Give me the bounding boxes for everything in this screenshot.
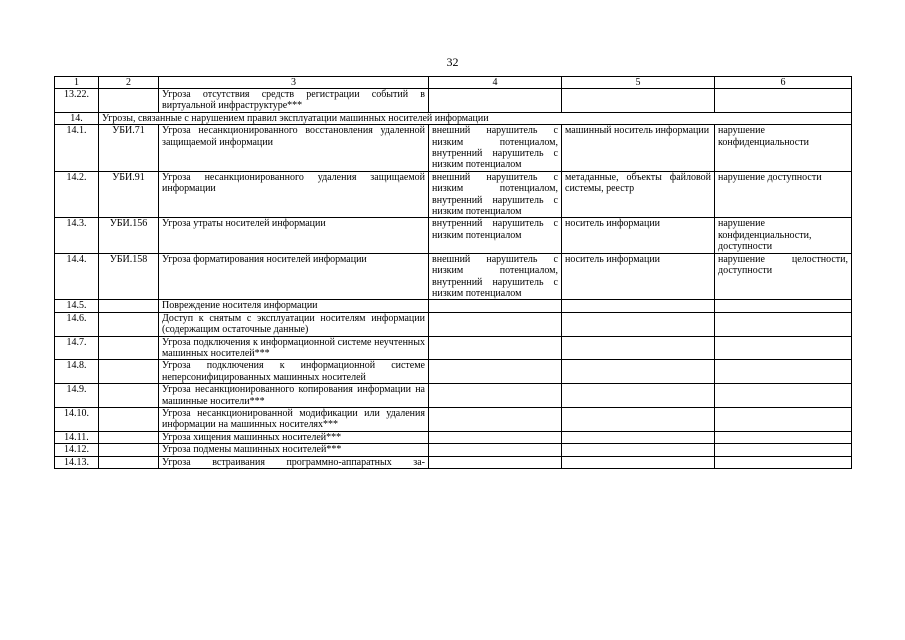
table-row	[55, 431, 852, 443]
threat-code	[99, 444, 159, 456]
table-row	[55, 218, 852, 253]
threat-object: носитель информации	[562, 253, 715, 300]
table-row	[55, 312, 852, 336]
threat-source	[429, 456, 562, 468]
threat-consequence	[715, 89, 852, 113]
table-row	[55, 360, 852, 384]
table-row	[55, 336, 852, 360]
threat-consequence	[715, 407, 852, 431]
threat-source	[429, 300, 562, 312]
threat-name: Угроза подключения к информационной системе неперсонифицированных машинных носителей	[159, 360, 429, 384]
row-number: 14.3.	[55, 218, 99, 253]
threat-source	[429, 431, 562, 443]
threat-object: метаданные, объекты файловой системы, реестр	[562, 171, 715, 218]
table-row	[55, 407, 852, 431]
table-row	[55, 300, 852, 312]
threat-code	[99, 336, 159, 360]
column-header: 3	[159, 77, 429, 89]
threat-source	[429, 444, 562, 456]
row-number: 14.10.	[55, 407, 99, 431]
threat-consequence	[715, 444, 852, 456]
threat-code: УБИ.156	[99, 218, 159, 253]
threat-code	[99, 312, 159, 336]
threat-name: Угроза отсутствия средств регистрации событий в виртуальной инфраструктуре***	[159, 89, 429, 113]
threat-code	[99, 431, 159, 443]
threat-consequence	[715, 300, 852, 312]
threat-object	[562, 300, 715, 312]
threat-code	[99, 456, 159, 468]
section-number: 14.	[55, 112, 99, 124]
threat-source	[429, 312, 562, 336]
row-number: 14.9.	[55, 384, 99, 408]
threat-object	[562, 456, 715, 468]
threat-source	[429, 360, 562, 384]
threat-source: внешний нарушитель с низким потенциалом, внутренний нарушитель с низким потенциалом	[429, 253, 562, 300]
threat-object	[562, 312, 715, 336]
threat-object	[562, 336, 715, 360]
threat-source: внешний нарушитель с низким потенциалом, внутренний нарушитель с низким потенциалом	[429, 125, 562, 172]
threat-consequence	[715, 312, 852, 336]
threat-consequence	[715, 336, 852, 360]
threat-consequence: нарушение конфиденциальности	[715, 125, 852, 172]
threat-code	[99, 89, 159, 113]
row-number: 14.4.	[55, 253, 99, 300]
row-number: 14.13.	[55, 456, 99, 468]
threat-object	[562, 431, 715, 443]
row-number: 14.12.	[55, 444, 99, 456]
column-header: 1	[55, 77, 99, 89]
table-row	[55, 171, 852, 218]
threat-consequence: нарушение конфиденциальности, доступности	[715, 218, 852, 253]
threat-object: машинный носитель информации	[562, 125, 715, 172]
threat-source: внутренний нарушитель с низким потенциалом	[429, 218, 562, 253]
threat-name: Угроза утраты носителей информации	[159, 218, 429, 253]
threat-code	[99, 407, 159, 431]
threat-consequence	[715, 360, 852, 384]
threat-object	[562, 360, 715, 384]
section-row	[55, 112, 852, 124]
threat-consequence	[715, 384, 852, 408]
threat-code: УБИ.158	[99, 253, 159, 300]
threat-code: УБИ.91	[99, 171, 159, 218]
threat-name-line: Угроза встраивания программно-аппаратных за-	[162, 456, 425, 468]
table-header-row	[55, 77, 852, 89]
threat-name	[159, 456, 429, 468]
threat-code	[99, 384, 159, 408]
threat-name: Угроза несанкционированного копирования информации на машинные носители***	[159, 384, 429, 408]
threat-code	[99, 300, 159, 312]
table-row	[55, 456, 852, 468]
row-number: 14.8.	[55, 360, 99, 384]
threat-source	[429, 407, 562, 431]
row-number: 14.5.	[55, 300, 99, 312]
column-header: 6	[715, 77, 852, 89]
section-title: Угрозы, связанные с нарушением правил эксплуатации машинных носителей информации	[99, 112, 852, 124]
table-row	[55, 444, 852, 456]
threat-source	[429, 89, 562, 113]
table-row	[55, 89, 852, 113]
threat-name: Угроза подключения к информационной системе неучтенных машинных носителей***	[159, 336, 429, 360]
threat-code: УБИ.71	[99, 125, 159, 172]
threats-table	[54, 76, 852, 469]
table-row	[55, 384, 852, 408]
threat-object	[562, 407, 715, 431]
threat-consequence	[715, 456, 852, 468]
threat-name: Угроза несанкционированной модификации или удаления информации на машинных носителях***	[159, 407, 429, 431]
threat-source	[429, 384, 562, 408]
threat-name: Доступ к снятым с эксплуатации носителям информации (содержащим остаточные данные)	[159, 312, 429, 336]
threat-object: носитель информации	[562, 218, 715, 253]
threat-name: Угроза подмены машинных носителей***	[159, 444, 429, 456]
threat-name: Угроза несанкционированного восстановления удаленной защищаемой информации	[159, 125, 429, 172]
threat-source	[429, 336, 562, 360]
threat-name: Угроза несанкционированного удаления защищаемой информации	[159, 171, 429, 218]
threat-object	[562, 384, 715, 408]
row-number: 14.6.	[55, 312, 99, 336]
threat-consequence: нарушение доступности	[715, 171, 852, 218]
threat-object	[562, 89, 715, 113]
table-row	[55, 125, 852, 172]
column-header: 4	[429, 77, 562, 89]
page-number: 32	[446, 55, 459, 69]
threat-name: Угроза форматирования носителей информации	[159, 253, 429, 300]
threat-name: Угроза хищения машинных носителей***	[159, 431, 429, 443]
row-number: 14.11.	[55, 431, 99, 443]
table-row	[55, 253, 852, 300]
row-number: 13.22.	[55, 89, 99, 113]
threat-consequence: нарушение целостности, доступности	[715, 253, 852, 300]
threat-consequence	[715, 431, 852, 443]
column-header: 2	[99, 77, 159, 89]
threat-object	[562, 444, 715, 456]
threat-name: Повреждение носителя информации	[159, 300, 429, 312]
threat-source: внешний нарушитель с низким потенциалом, внутренний нарушитель с низким потенциалом	[429, 171, 562, 218]
row-number: 14.2.	[55, 171, 99, 218]
row-number: 14.7.	[55, 336, 99, 360]
column-header: 5	[562, 77, 715, 89]
row-number: 14.1.	[55, 125, 99, 172]
threat-code	[99, 360, 159, 384]
